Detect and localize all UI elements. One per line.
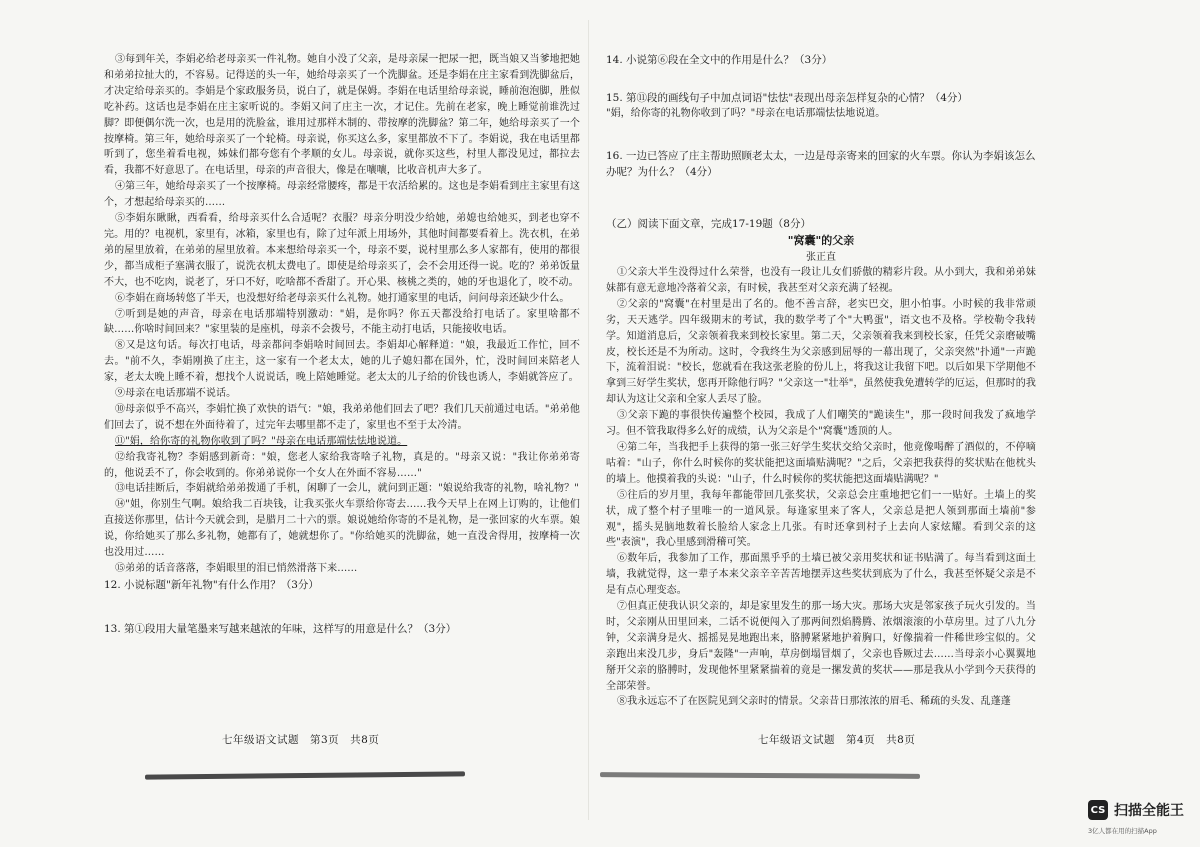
paragraph-5: ⑤李娟东瞅瞅，西看看，给母亲买什么合适呢？衣服？母亲分明没少给她，弟媳也给她买，到老也穿不完。用的？电视机，家里有，冰箱，家里也有，除了过年派上用场外，其他时间都要看着上。洗衣机，在弟弟的屋里放着，在弟弟的屋里放着。本来想给母亲买一个，母亲不要，说村里那么多人家都有，使用的都很少，都当成柜子塞满衣服了，说洗衣机太费电了。即使是给母亲买了，会不会用还得一说。吃的？弟弟饭量不大，也不吃肉，说老了，牙口不好，吃啥都不香甜了。开心果、核桃之类的，她的牙也退化了，咬不动。 [104,213,580,288]
paragraph-14: ⑭"姐，你别生气啊。娘给我二百块钱，让我买张火车票给你寄去……我今天早上在网上订购的，让他们直接送你那里，估计今天就会到，是腊月二十六的票。娘说她给你寄的不是礼物，是一张回家的火车票。娘说，你给她买了那么多礼物，她都有了，她就想你了。"你给她买的洗脚盆，她一直没舍得用，按摩椅一次也没用过…… [104,499,580,559]
article-paragraph-4: ④第二年，当我把手上获得的第一张三好学生奖状交给父亲时，他竟像喝醉了酒似的，不停嘀咕着："山子，你什么时候你的奖状能把这面墙贴满呢？"之后，父亲把我获得的奖状贴在他枕头的墙上。他摸着我的头说："山子，什么时候你的奖状能把这面墙贴满呢？" [606,441,1036,485]
question-12: 12. 小说标题"新年礼物"有什么作用？（3分） [104,578,319,591]
article-paragraph-2: ②父亲的"窝囊"在村里是出了名的。他不善言辞，老实巴交，胆小怕事。小时候的我非常顽劣，天天逃学。四年级期末的考试，我的数学考了个"大鸭蛋"，语文也不及格。学校勒令我转学。知道消息后，父亲领着我来到校长家里。第二天，父亲领着我来到校长家，任凭父亲磨破嘴皮，校长还是不为所动。这时，令我终生为父亲感到屈辱的一幕出现了，父亲突然"扑通"一声跪下，流着泪说："校长，您就看在我这张老脸的份儿上，将我这让我留下吧。以后如果下学期他不拿到三好学生奖状，您再开除他行吗？"父亲这一"壮举"，虽然使我免遭转学的厄运，但那时的我却认为这让父亲和全家人丢尽了脸。 [606,298,1036,406]
paragraph-15: ⑮弟弟的话音落落，李娟眼里的泪已悄然滑落下来…… [115,563,358,574]
article-paragraph-1: ①父亲大半生没得过什么荣誉，也没有一段让儿女们骄傲的精彩片段。从小到大，我和弟弟妹妹都有意无意地冷落着父亲，有时候，我甚至对父亲充满了轻视。 [606,267,1036,294]
paragraph-3: ③每到年关，李娟必给老母亲买一件礼物。她自小没了父亲，是母亲屎一把尿一把，既当娘又当爹地把她和弟弟拉扯大的，不容易。记得送的头一年，她给母亲买了一个洗脚盆。还是李娟在庄主家看到洗脚盆后，才决定给母亲买的。李娟是个家政服务员，说白了，就是保姆。李娟在电话里给母亲说，睡前泡泡脚，胜似吃补药。这话也是李娟在庄主家听说的。李娟又问了庄主一次，才记住。先前在老家，晚上睡觉前谁洗过脚？即便偶尔洗一次，也是用的洗脸盆，谁用过那样木制的、带按摩的洗脚盆？第二年，她给母亲买了一个按摩椅。第三年，她给母亲买了一个轮椅。母亲说，你买这么多，家里都放不下了。李娟说，我在电话里都听到了，您坐着看电视，姊妹们都夸您有个孝顺的女儿。母亲说，就你买这些，村里人都没见过，都拉去看，我都不好意思了。在电话里，母亲的声音很大，像是在嚷嚷，比收音机声大多了。 [104,54,580,177]
scanner-tagline: 3亿人都在用的扫描App [1088,827,1157,835]
paragraph-9: ⑨母亲在电话那端不说话。 [115,388,237,400]
question-15-quote: "娟，给你寄的礼物你收到了吗？"母亲在电话那端怯怯地说道。 [606,108,886,119]
paragraph-13: ⑬电话挂断后，李娟就给弟弟拨通了手机，闲聊了一会儿，就问到正题："娘说给我寄的礼物，啥礼物？" [115,483,579,495]
page-fold [588,20,589,820]
article-text [606,265,1036,710]
paragraph-12: ⑫给我寄礼物？李娟感到新奇："娘，您老人家给我寄啥子礼物，真是的。"母亲又说："我让你弟弟寄的，他说丢不了，你会收到的。你弟弟说你一个女人在外面不容易……" [104,451,580,479]
paragraph-6: ⑥李娟在商场转悠了半天，也没想好给老母亲买什么礼物。她打通家里的电话，问问母亲还缺少什么。 [115,292,570,304]
question-14: 14. 小说第⑥段在全文中的作用是什么？（3分） [606,54,833,66]
question-13: 13. 第①段用大量笔墨来写越来越浓的年味，这样写的用意是什么？（3分） [104,622,457,635]
paragraph-4: ④第三年，她给母亲买了一个按摩椅。母亲经常腰疼，都是干农活给累的。这也是李娟看到庄主家里有这个，才想起给母亲买的…… [104,181,580,209]
page-4 [606,52,1036,772]
scanner-watermark [1088,800,1184,820]
paragraph-11: ⑪"娟，给你寄的礼物你收到了吗？"母亲在电话那端怯怯地说道。 [115,435,408,447]
paragraph-10: ⑩母亲似乎不高兴，李娟忙换了欢快的语气："娘，我弟弟他们回去了吧？我们几天前通过电话。"弟弟他们回去了，说不想在外面待着了，过完年去哪里都不走了，家里也不至于太冷清。 [104,403,580,431]
article-author: 张正直 [806,252,836,263]
scan-edge-shadow-right [600,772,920,779]
article-title: "窝囊"的父亲 [787,234,855,247]
question-16: 16. 一边已答应了庄主帮助照顾老太太，一边是母亲寄来的回家的火车票。你认为李娟该怎么办呢？为什么？（4分） [606,150,1036,178]
article-paragraph-6: ⑥数年后，我参加了工作，那面黑乎乎的土墙已被父亲用奖状和证书贴满了。每当看到这面土墙，我就觉得，这一辈子本来父亲辛辛苦苦地摆弄这些奖状到底为了什么，我甚至怀疑父亲是不是有点心理变态。 [606,553,1036,597]
article-paragraph-5: ⑤往后的岁月里，我每年都能带回几张奖状，父亲总会庄重地把它们一一贴好。土墙上的奖状，成了整个村子里唯一的一道风景。每逢家里来了客人，父亲总是把人领到那面土墙前"参观"，摇头晃脑地数着长脸给人家念上几张。有时还拿到村子上去向人家炫耀。看到父亲的这些"表演"，我心里感到滑稽可笑。 [606,489,1036,549]
question-15: 15. 第⑪段的画线句子中加点词语"怯怯"表现出母亲怎样复杂的心情？（4分） [606,92,968,104]
article-paragraph-7: ⑦但真正使我认识父亲的，却是家里发生的那一场大灾。那场大灾是邻家孩子玩火引发的。当时，父亲刚从田里回来，二话不说便闯入了那两间烈焰腾腾、浓烟滚滚的小草房里。过了八九分钟，父亲满身是火、摇摇晃晃地跑出来，胳膊紧紧地护着胸口，好像揣着一件稀世珍宝似的。父亲跑出来没几步，身后"轰隆"一声响，草房倒塌冒烟了，父亲也昏厥过去……当母亲小心翼翼地掰开父亲的胳膊时，发现他怀里紧紧揣着的竟是一摞发黄的奖状——那是我从小学到今天获得的全部荣誉。 [606,601,1036,692]
scan-edge-shadow-left [145,771,465,779]
cs-logo-icon: CS [1088,800,1108,820]
section-intro: （乙）阅读下面文章，完成17-19题（8分） [606,218,811,230]
paragraph-7: ⑦听到是她的声音，母亲在电话那端特别激动："娟，是你吗？你五天都没给打电话了。家里啥都不缺……你啥时间回来？"家里装的是座机，母亲不会拨号，不能主动打电话，只能接收电话。 [104,308,580,336]
page-3 [104,52,580,772]
article-paragraph-3: ③父亲下跪的事很快传遍整个校园，我成了人们嘲笑的"跪读生"，那一段时间我发了疯地学习。但不管我取得多么好的成绩，认为父亲是个"窝囊"透顶的人。 [606,410,1036,438]
paragraph-8: ⑧又是这句话。每次打电话，母亲都问李娟啥时间回去。李娟却心解释道："娘，我最近工作忙，回不去。"前不久，李娟刚换了庄主，这一家有一个老太太，她的儿子媳妇都在国外，忙，没时间回来陪老人家，老太太晚上睡不着，想找个人说说话，晚上陪她睡觉。老太太的儿子给的价钱也诱人，李娟就答应了。 [104,340,580,384]
page-4-footer: 七年级语文试题 第4页 共8页 [758,734,916,746]
page-3-footer: 七年级语文试题 第3页 共8页 [222,734,380,746]
story-text [104,52,580,577]
article-paragraph-8: ⑧我永远忘不了在医院见到父亲时的情景。父亲昔日那浓浓的眉毛、稀疏的头发、乱蓬蓬 [617,696,1011,708]
scanner-brand: 扫描全能王 [1114,803,1184,819]
